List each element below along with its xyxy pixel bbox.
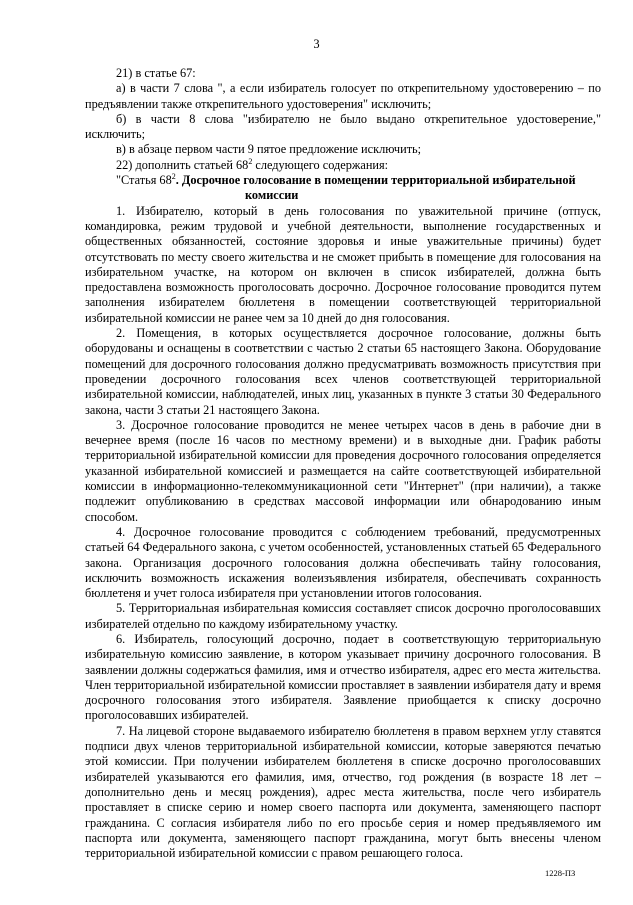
amendment-item-21b: б) в части 8 слова "избирателю не было выдано открепительное удостоверение," исключить;: [85, 111, 601, 142]
article-paragraph-1: 1. Избирателю, который в день голосования по уважительной причине (отпуск, командировка, режим трудовой и учебной деятельности, выполнение государственных и общественных обязанностей, состояние здоровья и иные уважительные причины) будет отсутствовать по месту своего жительства и не сможет прибыть в помещение для голосования на избирательном участке, на котором он включен в список избирателей, должна быть предоставлена возможность проголосовать досрочно. Досрочное голосование проводится путем заполнения избирателем бюллетеня в помещении соответствующей территориальной избирательной комиссии не ранее чем за 10 дней до дня голосования.: [85, 203, 601, 325]
item-22-prefix: 22) дополнить статьей 68: [116, 157, 249, 172]
item-22-suffix: следующего содержания:: [252, 157, 389, 172]
article-title: . Досрочное голосование в помещении территориальной избирательной: [175, 173, 576, 188]
article-paragraph-3: 3. Досрочное голосование проводится не менее четырех часов в день в рабочие дни в вечернее время (после 16 часов по местному времени) и в выходные дни. График работы территориальной избирательной комиссии для проведения досрочного голосования определяется указанной избирательной комиссией и размещается на сайте соответствующей избирательной комиссии в информационно-телекоммуникационной сети "Интернет" (при наличии), а также подлежит опубликованию в средствах массовой информации или обнародованию иным способом.: [85, 417, 601, 524]
amendment-item-21a: а) в части 7 слова ", а если избиратель голосует по открепительному удостоверению – по предъявлении также открепительного удостоверения" исключить;: [85, 81, 601, 111]
article-prefix: "Статья 68: [116, 173, 172, 188]
article-heading: [85, 173, 601, 188]
article-superscript: 2: [171, 171, 176, 181]
article-paragraph-7: 7. На лицевой стороне выдаваемого избирателю бюллетеня в правом верхнем углу ставятся подписи двух членов территориальной избирательной комиссии, которые заверяются печатью этой комиссии. При получении избирателем бюллетеня в списке досрочно проголосовавших избирателей указываются его фамилия, имя, отчество, год рождения (в возрасте 18 лет – дополнительно день и месяц рождения), адрес места жительства, после чего избиратель проставляет в списке серию и номер своего паспорта или документа, заменяющего паспорт гражданина. С согласия избирателя либо по его просьбе серия и номер предъявляемого им паспорта или документа, заменяющего паспорт гражданина, могут быть внесены членом территориальной избирательной комиссии с правом решающего голоса.: [85, 723, 601, 861]
page-number: 3: [313, 37, 320, 51]
article-paragraph-6: 6. Избиратель, голосующий досрочно, подает в соответствующую территориальную избирательную комиссию заявление, в котором указывает причину досрочного голосования. В заявлении должны содержаться фамилия, имя и отчество избирателя, адрес его места жительства. Член территориальной избирательной комиссии проставляет в заявлении избирателя дату и время досрочного голосования этого избирателя. Заявление приобщается к списку досрочно проголосовавших избирателей.: [85, 631, 601, 723]
amendment-item-22: [85, 158, 601, 173]
article-paragraph-5: 5. Территориальная избирательная комиссия составляет список досрочно проголосовавших избирателей отдельно по каждому избирательному участку.: [85, 601, 601, 631]
item-22-superscript: 2: [248, 156, 253, 166]
amendment-item-21c: в) в абзаце первом части 9 пятое предложение исключить;: [116, 142, 422, 157]
amendment-item-21: 21) в статье 67:: [116, 66, 196, 80]
document-code: 1228-ПЗ: [545, 868, 576, 878]
article-title-continuation: комиссии: [245, 188, 299, 203]
article-paragraph-2: 2. Помещения, в которых осуществляется досрочное голосование, должны быть оборудованы и оснащены в соответствии с частью 2 статьи 65 настоящего Закона. Оборудование помещений для досрочного голосования должно предусматривать возможность присутствия при проведении досрочного голосования всех членов соответствующей территориальной избирательной комиссии, наблюдателей, иных лиц, указанных в пункте 3 статьи 30 Федерального закона, части 3 статьи 21 настоящего Закона.: [85, 326, 601, 417]
document-body: [85, 66, 601, 861]
article-paragraph-4: 4. Досрочное голосование проводится с соблюдением требований, предусмотренных статьей 64 Федерального закона, с учетом особенностей, установленных статьей 65 Федерального закона. Организация досрочного голосования должна обеспечивать тайну голосования, исключить возможность искажения волеизъявления избирателя, обеспечивать сохранность бюллетеня и учет голоса избирателя при установлении итогов голосования.: [85, 524, 601, 601]
